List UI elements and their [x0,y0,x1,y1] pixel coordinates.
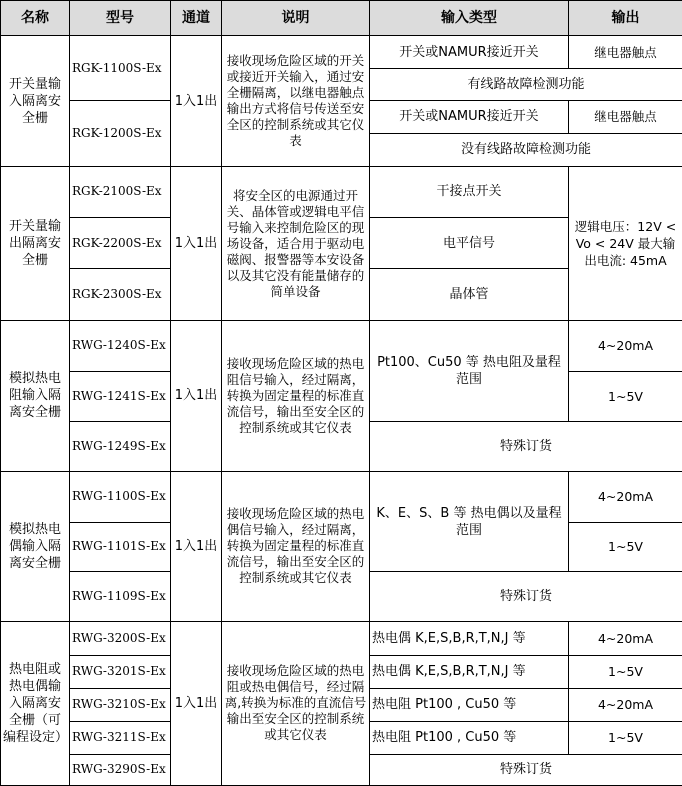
input-type-cell: 热电阻 Pt100 , Cu50 等 [370,722,569,754]
table-row [1,321,682,372]
input-type-cell: 热电阻 Pt100 , Cu50 等 [370,688,569,721]
model-cell: RWG-1241S-Ex [70,371,171,422]
table-row [1,471,682,522]
model-cell: RWG-1100S-Ex [70,471,171,522]
output-cell: 1~5V [569,722,682,754]
group-name: 模拟热电阻输入隔离安全栅 [1,321,70,472]
header-description: 说明 [222,1,370,36]
description-cell: 接收现场危险区域的热电偶信号输入，经过隔离，转换为固定量程的标准直流信号，输出至安全区的控制系统或其它仪表 [222,471,370,621]
output-cell: 4~20mA [569,621,682,655]
table-row [1,167,682,218]
group-name: 开关量输出隔离安全栅 [1,167,70,321]
description-cell: 接收现场危险区域的开关或接近开关输入，通过安全栅隔离，以继电器触点输出方式将信号传送至安全区的控制系统或其它仪表 [222,36,370,167]
feature-cell: 没有线路故障检测功能 [370,133,682,166]
model-cell: RGK-1100S-Ex [70,36,171,101]
model-cell: RGK-2100S-Ex [70,167,171,218]
group-name: 模拟热电偶输入隔离安全栅 [1,471,70,621]
channel-cell: 1入1出 [171,471,222,621]
output-cell: 继电器触点 [569,101,682,133]
output-cell: 1~5V [569,371,682,422]
input-type-cell: 热电偶 K,E,S,B,R,T,N,J 等 [370,621,569,655]
model-cell: RWG-1109S-Ex [70,572,171,622]
input-type-cell: 热电偶 K,E,S,B,R,T,N,J 等 [370,656,569,688]
model-cell: RWG-1101S-Ex [70,522,171,572]
model-cell: RWG-3201S-Ex [70,656,171,688]
special-order-cell: 特殊订货 [370,572,682,622]
special-order-cell: 特殊订货 [370,422,682,472]
model-cell: RWG-3211S-Ex [70,722,171,754]
header-output: 输出 [569,1,682,36]
model-cell: RWG-3210S-Ex [70,688,171,721]
model-cell: RWG-3290S-Ex [70,754,171,786]
description-cell: 接收现场危险区域的热电阻或热电偶信号，经过隔离,转换为标准的直流信号输出至安全区的控制系统或其它仪表 [222,621,370,785]
output-cell: 继电器触点 [569,36,682,68]
input-type-cell: 开关或NAMUR接近开关 [370,101,569,133]
model-cell: RGK-2300S-Ex [70,269,171,321]
output-cell: 4~20mA [569,471,682,522]
header-input-type: 输入类型 [370,1,569,36]
model-cell: RGK-2200S-Ex [70,217,171,269]
table-row [1,36,682,68]
feature-cell: 有线路故障检测功能 [370,68,682,100]
table-row [1,621,682,655]
input-type-cell: Pt100、Cu50 等 热电阻及量程范围 [370,321,569,422]
input-type-cell: 电平信号 [370,217,569,269]
output-cell: 4~20mA [569,321,682,372]
header-row [1,1,682,36]
output-cell: 4~20mA [569,688,682,721]
model-cell: RWG-1240S-Ex [70,321,171,372]
model-cell: RWG-1249S-Ex [70,422,171,472]
header-name: 名称 [1,1,70,36]
header-model: 型号 [70,1,171,36]
description-cell: 将安全区的电源通过开关、晶体管或逻辑电平信号输入来控制危险区的现场设备，适合用于驱动电磁阀、报警器等本安设备以及其它没有能量储存的简单设备 [222,167,370,321]
header-channel: 通道 [171,1,222,36]
group-name: 热电阻或热电偶输入隔离安全栅（可编程设定） [1,621,70,785]
model-cell: RWG-3200S-Ex [70,621,171,655]
input-type-cell: 晶体管 [370,269,569,321]
channel-cell: 1入1出 [171,36,222,167]
channel-cell: 1入1出 [171,167,222,321]
channel-cell: 1入1出 [171,621,222,785]
group-name: 开关量输入隔离安全栅 [1,36,70,167]
input-type-cell: K、E、S、B 等 热电偶以及量程范围 [370,471,569,571]
output-cell: 1~5V [569,522,682,572]
description-cell: 接收现场危险区域的热电阻信号输入，经过隔离，转换为固定量程的标准直流信号，输出至安全区的控制系统或其它仪表 [222,321,370,472]
input-type-cell: 开关或NAMUR接近开关 [370,36,569,68]
output-cell: 逻辑电压：12V < Vo < 24V 最大输出电流: 45mA [569,167,682,321]
model-cell: RGK-1200S-Ex [70,101,171,167]
channel-cell: 1入1出 [171,321,222,472]
special-order-cell: 特殊订货 [370,754,682,786]
input-type-cell: 干接点开关 [370,167,569,218]
output-cell: 1~5V [569,656,682,688]
